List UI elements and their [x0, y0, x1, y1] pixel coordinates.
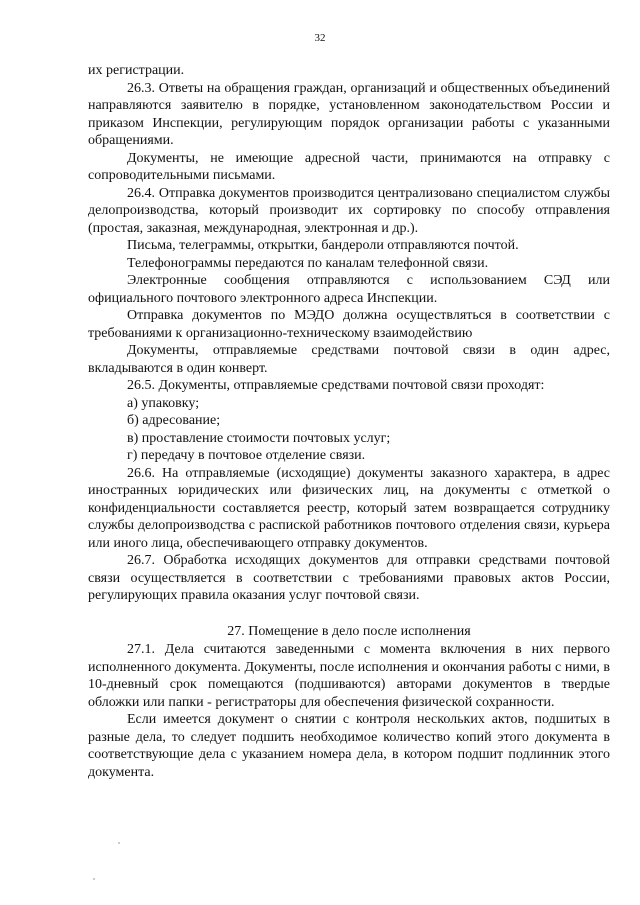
scan-speck [118, 842, 120, 844]
paragraph: Электронные сообщения отправляются с использованием СЭД или официального почтового электронного адреса Инспекции. [88, 273, 610, 306]
paragraph: а) упаковку; [127, 395, 200, 411]
paragraph: 26.5. Документы, отправляемые средствами почтовой связи проходят: [127, 378, 545, 393]
paragraph: 26.3. Ответы на обращения граждан, организаций и общественных объединений направляются заявителю в порядке, установленном законодательством России и приказом Инспекции, регулирующим порядок организации работы с указанными обращениями. [88, 80, 610, 148]
document-body [88, 62, 610, 781]
paragraph: 27.1. Дела считаются заведенными с момента включения в них первого исполненного документа. Документы, после исполнения и окончания работы с ними, в 10-дневный срок помещаются (подшиваются) авторами документов в твердые обложки или папки - регистраторы для обеспечения физической сохранности. [88, 642, 610, 710]
paragraph: Документы, отправляемые средствами почтовой связи в один адрес, вкладываются в один конверт. [88, 343, 610, 376]
paragraph: Письма, телеграммы, открытки, бандероли отправляются почтой. [127, 238, 519, 253]
section-27-paragraphs [88, 641, 610, 781]
paragraph: Документы, не имеющие адресной части, принимаются на отправку с сопроводительными письмами. [88, 150, 610, 183]
scan-speck [93, 878, 95, 880]
section-heading: 27. Помещение в дело после исполнения [227, 623, 471, 639]
section-26-paragraphs [88, 62, 610, 605]
paragraph: 26.6. На отправляемые (исходящие) документы заказного характера, в адрес иностранных юридических или физических лиц, на документы с отметкой о конфиденциальности составляется реестр, который затем возвращается сотруднику службы делопроизводства с распиской работников почтового отделения связи, курьера или иного лица, обеспечивающего отправку документов. [88, 465, 610, 551]
paragraph: Если имеется документ о снятии с контроля нескольких актов, подшитых в разные дела, то следует подшить необходимое количество копий этого документа в соответствующие дела с указанием номера дела, в котором подшит подлинник этого документа. [88, 712, 610, 780]
paragraph: Отправка документов по МЭДО должна осуществляться в соответствии с требованиями к организационно-техническому взаимодействию [88, 308, 610, 341]
paragraph: 26.4. Отправка документов производится централизовано специалистом службы делопроизводства, который производит их сортировку по способу отправления (простая, заказная, международная, электронная и др.). [88, 185, 610, 236]
page-number: 32 [314, 32, 326, 44]
paragraph: б) адресование; [127, 413, 221, 428]
paragraph: их регистрации. [88, 63, 185, 78]
paragraph: 26.7. Обработка исходящих документов для отправки средствами почтовой связи осуществляется в соответствии с требованиями правовых актов России, регулирующих правила оказания услуг почтовой связи. [88, 553, 610, 603]
paragraph: в) проставление стоимости почтовых услуг; [127, 430, 391, 446]
paragraph: Телефонограммы передаются по каналам телефонной связи. [127, 255, 489, 271]
paragraph: г) передачу в почтовое отделение связи. [127, 448, 366, 463]
